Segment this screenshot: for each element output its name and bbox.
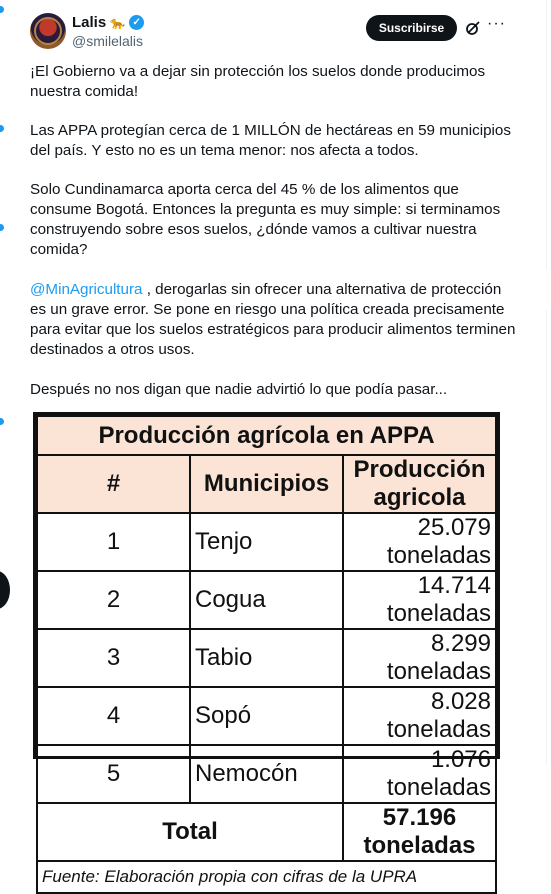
avatar[interactable]: [30, 13, 66, 49]
tweet-paragraph: [30, 280, 516, 360]
row-number: 1: [37, 513, 190, 571]
table-header: #: [37, 455, 190, 513]
leopard-emoji: 🐆: [110, 15, 126, 30]
row-municipio: Nemocón: [190, 745, 343, 803]
rail-dot: [0, 6, 4, 13]
tweet-paragraph: Después no nos digan que nadie advirtió lo que podía pasar...: [30, 381, 448, 398]
total-value: 57.196 toneladas: [343, 803, 496, 861]
author-name-row[interactable]: [72, 14, 144, 31]
tweet-paragraph: Solo Cundinamarca aporta cerca del 45 % de los alimentos que consume Bogotá. Entonces la pregunta es muy simple: si terminamos construyendo sobre esos suelos, ¿dónde vamos a cultivar nuestra comida?: [30, 181, 501, 258]
table-total-row: [37, 803, 496, 861]
table-row: [37, 687, 496, 745]
table-header: Producción agricola: [343, 455, 496, 513]
more-options-icon[interactable]: ···: [487, 15, 506, 32]
author-handle[interactable]: @smilelalis: [72, 33, 143, 49]
row-number: 5: [37, 745, 190, 803]
rail-dot: [0, 418, 4, 425]
table-row: [37, 571, 496, 629]
tweet-image-table[interactable]: [33, 412, 500, 886]
table-source-row: [37, 861, 496, 893]
rail-dot: [0, 224, 4, 231]
row-valor: 8.299 toneladas: [343, 629, 496, 687]
right-panel-edge: [546, 310, 551, 765]
tweet-paragraph-rest: , derogarlas sin ofrecer una alternativa de protección es un grave error. Se pone en riesgo una política creada precisamente para evitar que los suelos estratégicos para producir alimentos terminen destinados a otros usos.: [30, 281, 516, 358]
production-table: [36, 415, 497, 894]
row-number: 4: [37, 687, 190, 745]
row-valor: 25.079 toneladas: [343, 513, 496, 571]
row-number: 3: [37, 629, 190, 687]
subscribe-button[interactable]: Suscribirse: [366, 15, 457, 41]
author-name[interactable]: Lalis: [72, 14, 107, 31]
row-valor: 8.028 toneladas: [343, 687, 496, 745]
timeline-rail: [0, 0, 12, 765]
rail-dot: [0, 125, 4, 132]
row-municipio: Cogua: [190, 571, 343, 629]
row-municipio: Sopó: [190, 687, 343, 745]
tweet-header: [30, 13, 539, 53]
table-header: Municipios: [190, 455, 343, 513]
tweet-paragraph: ¡El Gobierno va a dejar sin protección los suelos donde producimos nuestra comida!: [30, 63, 486, 100]
scroll-back-button[interactable]: [0, 571, 10, 609]
row-number: 2: [37, 571, 190, 629]
total-label: Total: [37, 803, 343, 861]
row-municipio: Tabio: [190, 629, 343, 687]
row-valor: 1.076 toneladas: [343, 745, 496, 803]
row-valor: 14.714 toneladas: [343, 571, 496, 629]
verified-badge-icon: ✓: [129, 15, 144, 30]
right-panel-edge: [546, 0, 551, 270]
table-row: [37, 513, 496, 571]
table-title: Producción agrícola en APPA: [37, 416, 496, 455]
table-row: [37, 745, 496, 803]
table-source: Fuente: Elaboración propia con cifras de la UPRA: [37, 861, 496, 893]
tweet-paragraph: Las APPA protegían cerca de 1 MILLÓN de hectáreas en 59 municipios del país. Y esto no es un tema menor: nos afecta a todos.: [30, 122, 511, 159]
row-municipio: Tenjo: [190, 513, 343, 571]
grok-icon[interactable]: [465, 20, 481, 36]
table-row: [37, 629, 496, 687]
mention-link[interactable]: @MinAgricultura: [30, 281, 143, 298]
